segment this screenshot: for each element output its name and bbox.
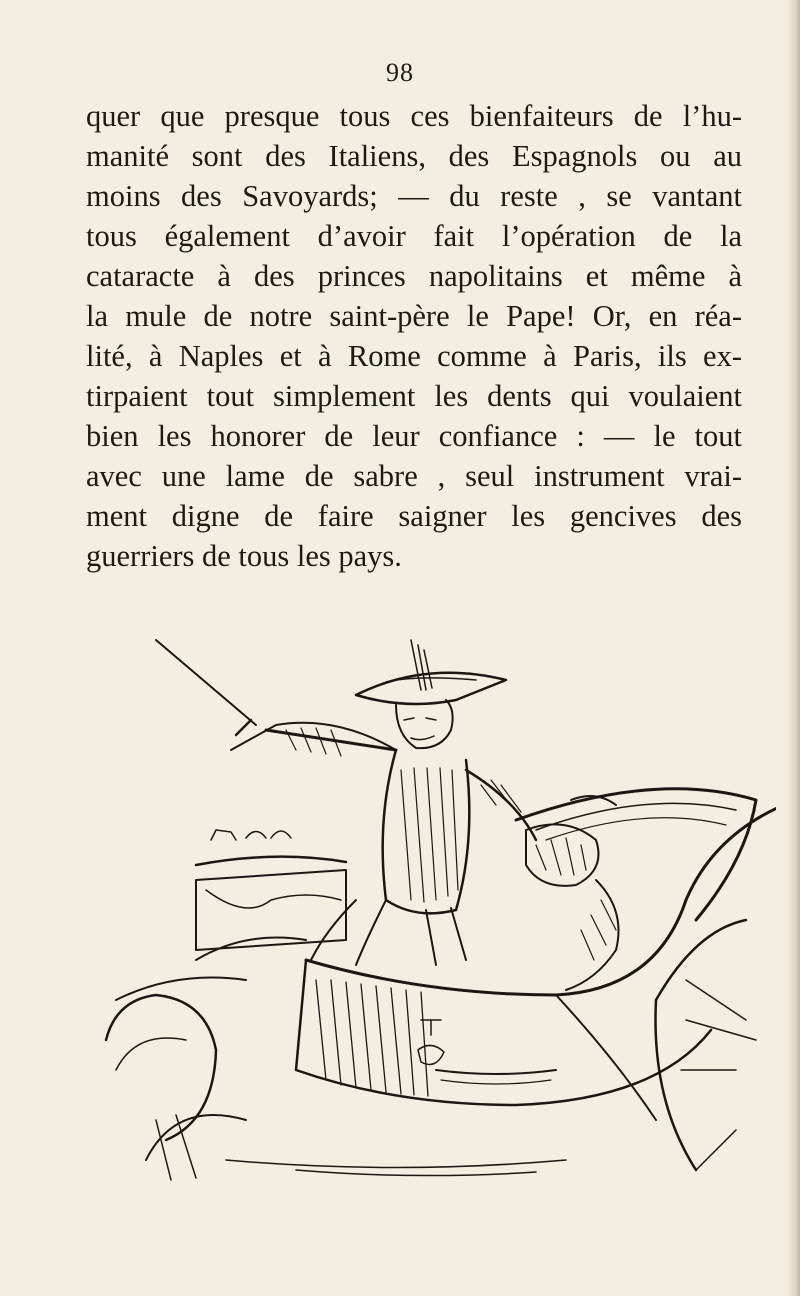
page-edge bbox=[788, 0, 800, 1296]
text-line: quer que presque tous ces bienfaiteurs de l’hu- bbox=[86, 99, 742, 133]
text-line: ment digne de faire saigner les gencives des bbox=[86, 499, 742, 533]
text-line: tirpaient tout simplement les dents qui voulaient bbox=[86, 379, 742, 413]
patient-figure bbox=[526, 796, 619, 990]
carriage-wheel-left bbox=[106, 995, 246, 1180]
text-line: guerriers de tous les pays. bbox=[86, 539, 402, 573]
engraving-illustration bbox=[96, 600, 776, 1200]
page-number: 98 bbox=[386, 58, 414, 87]
ground-shadow bbox=[226, 1160, 566, 1176]
text-line: lité, à Naples et à Rome comme à Paris, ils ex- bbox=[86, 339, 742, 373]
text-line: moins des Savoyards; — du reste , se vantant bbox=[86, 179, 742, 213]
carriage-wheel-right bbox=[656, 920, 757, 1170]
luggage-box bbox=[196, 830, 346, 950]
text-line: tous également d’avoir fait l’opération de la bbox=[86, 219, 742, 253]
text-line: manité sont des Italiens, des Espagnols ou au bbox=[86, 139, 742, 173]
text-line: la mule de notre saint-père le Pape! Or, en réa- bbox=[86, 299, 742, 333]
text-line: cataracte à des princes napolitains et même à bbox=[86, 259, 742, 293]
text-line: bien les honorer de leur confiance : — le tout bbox=[86, 419, 742, 453]
text-line: avec une lame de sabre , seul instrument vrai- bbox=[86, 459, 742, 493]
body-text bbox=[86, 96, 742, 576]
